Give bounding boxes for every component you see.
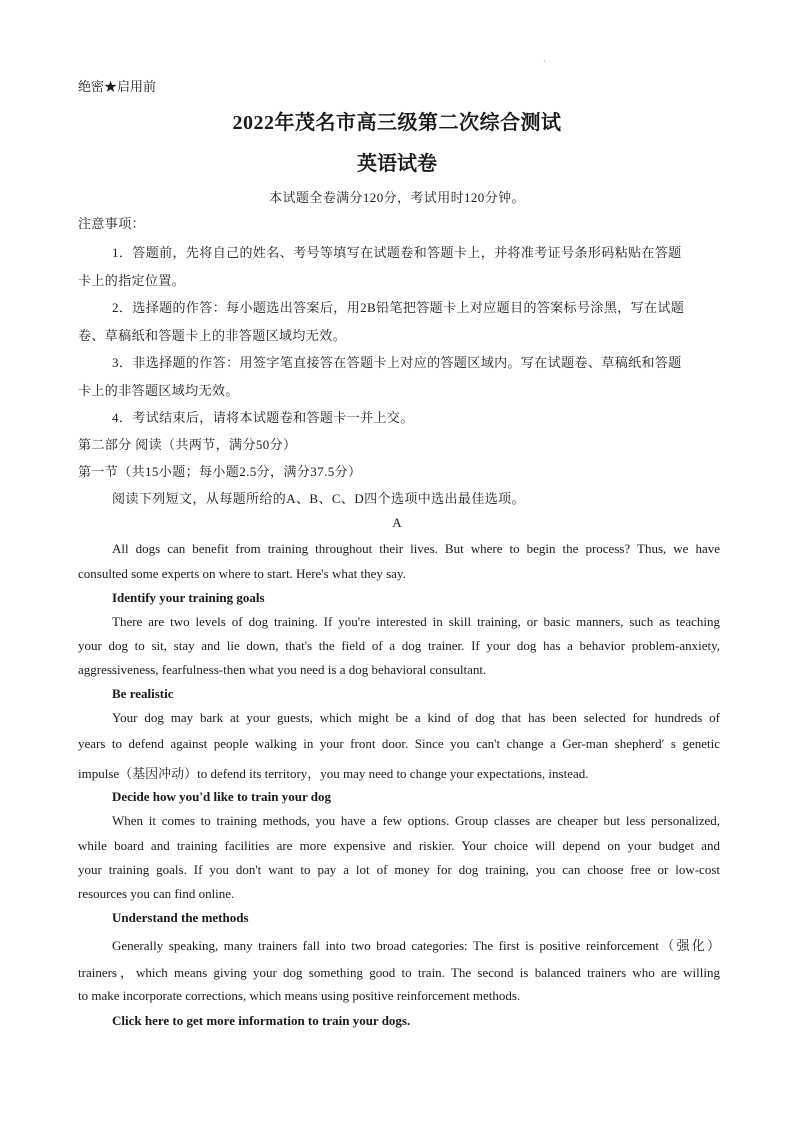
heading-decide-train: Decide how you'd like to train your dog: [112, 789, 331, 804]
intro-line-2: consulted some experts on where to start. Here's what they say.: [78, 566, 406, 581]
p3-line-1: When it comes to training methods, you have a few options. Group classes are cheaper but less personalized,: [112, 813, 720, 828]
notice-item-1-line-2: 卡上的指定位置。: [78, 273, 186, 288]
passage-label: A: [392, 515, 402, 530]
p4-line-3: to make incorporate corrections, which means using positive reinforcement methods.: [78, 988, 521, 1003]
p1-line-3: aggressiveness, fearfulness-then what you need is a dog behavioral consultant.: [78, 662, 487, 677]
exam-subtitle: 英语试卷: [357, 153, 437, 175]
p3-line-4: resources you can find online.: [78, 886, 235, 901]
notice-item-2-line-1: 2．选择题的作答：每小题选出答案后，用2B铅笔把答题卡上对应题目的答案标号涂黑，写在试题: [112, 300, 685, 315]
p4-line-2: trainers，which means giving your dog something good to train. The second is balanced trainers who are willing: [78, 965, 720, 980]
notice-item-3-line-1: 3．非选择题的作答：用签字笔直接答在答题卡上对应的答题区域内。写在试题卷、草稿纸和答题: [112, 355, 682, 370]
p2-line-3: impulse（基因冲动）to defend its territory，you may need to change your expectations, instead.: [78, 766, 589, 781]
p3-line-2: while board and training facilities are more expensive and riskier. Your choice will depend on your budget and: [78, 838, 720, 853]
notice-item-3-line-2: 卡上的非答题区域均无效。: [78, 383, 239, 398]
notice-heading: 注意事项：: [78, 216, 146, 231]
reading-instruction: 阅读下列短文，从每题所给的A、B、C、D四个选项中选出最佳选项。: [112, 491, 525, 506]
notice-item-1-line-1: 1．答题前，先将自己的姓名、考号等填写在试题卷和答题卡上，并将准考证号条形码粘贴在答题: [112, 245, 682, 260]
p1-line-1: There are two levels of dog training. If you're interested in skill training, or basic manners, such as teaching: [112, 614, 720, 629]
notice-item-4: 4．考试结束后，请将本试题卷和答题卡一并上交。: [112, 410, 414, 425]
p3-line-3: your training goals. If you don't want to pay a lot of money for dog training, you can choose free or low-cost: [78, 862, 720, 877]
more-info-link[interactable]: Click here to get more information to train your dogs.: [112, 1013, 411, 1028]
intro-line-1: All dogs can benefit from training throughout their lives. But where to begin the process? Thus, we have: [112, 541, 720, 556]
p4-line-1: Generally speaking, many trainers fall into two broad categories: The first is positive reinforcement（强化）: [112, 938, 720, 953]
heading-be-realistic: Be realistic: [112, 686, 174, 701]
exam-title: 2022年茂名市高三级第二次综合测试: [232, 112, 562, 134]
subsection-heading: 第一节（共15小题；每小题2.5分，满分37.5分）: [78, 464, 362, 479]
p2-line-1: Your dog may bark at your guests, which might be a kind of dog that has been selected for hundreds of: [112, 710, 720, 725]
section-part-heading: 第二部分 阅读（共两节，满分50分）: [78, 437, 297, 452]
scan-dot: ·: [543, 57, 546, 66]
p1-line-2: your dog to sit, stay and lie down, that's the field of a dog trainer. If your dog has a behavior problem-anxiety,: [78, 638, 720, 653]
exam-info: 本试题全卷满分120分，考试用时120分钟。: [269, 190, 525, 205]
notice-item-2-line-2: 卷、草稿纸和答题卡上的非答题区域均无效。: [78, 328, 347, 343]
heading-understand-methods: Understand the methods: [112, 910, 249, 925]
confidential-label: 绝密★启用前: [78, 79, 157, 94]
heading-training-goals: Identify your training goals: [112, 590, 265, 605]
p2-line-2: years to defend against people walking in your front door. Since you can't change a Ger-man shepherd′ s genetic: [78, 736, 720, 751]
